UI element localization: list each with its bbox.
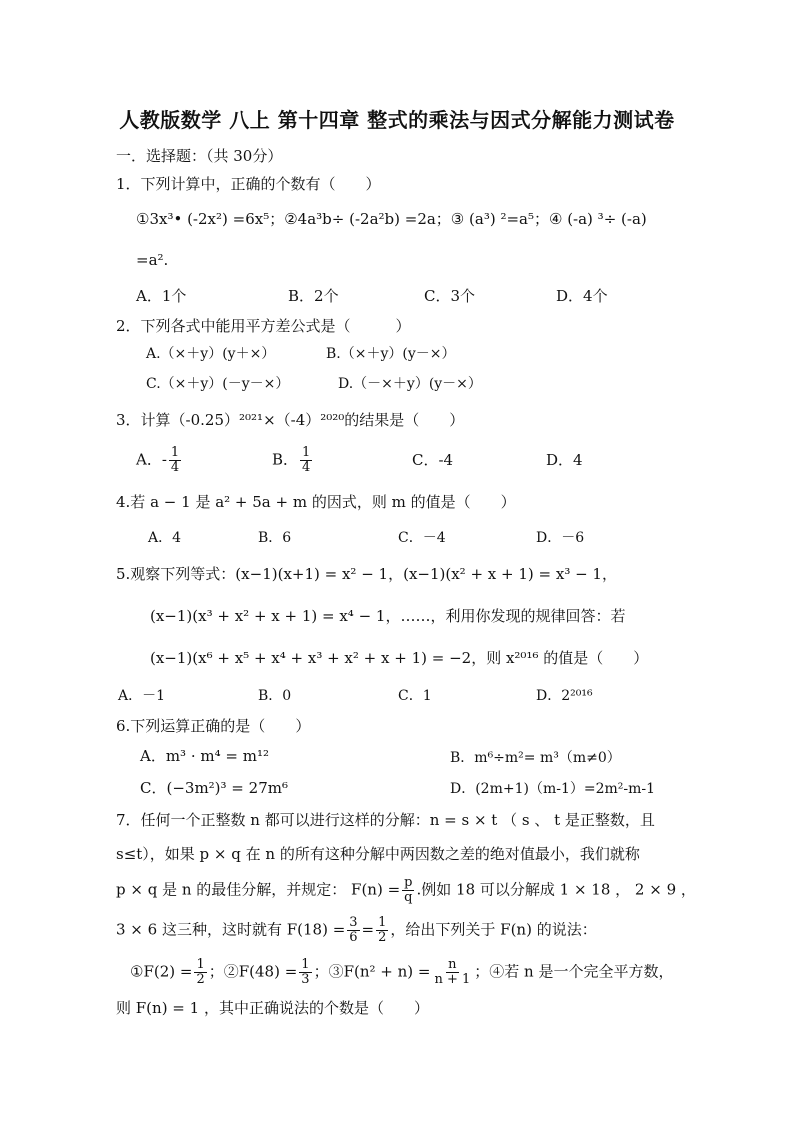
- q7-line5-fraction-1: [194, 958, 206, 987]
- q3-option-a-prefix: A．-: [136, 450, 167, 469]
- q5-option-d: D．2²⁰¹⁶: [536, 688, 593, 704]
- q1-option-b: B．2个: [288, 287, 339, 305]
- q3-option-b-numerator: 1: [302, 445, 311, 460]
- q7-line6: 则 F(n) = 1 ，其中正确说法的个数是（ ）: [116, 999, 429, 1017]
- q7-line4-numerator-2: 1: [378, 915, 387, 930]
- q1-line2: =a².: [136, 251, 169, 269]
- q3-option-a-denominator: 4: [170, 460, 180, 475]
- document-title: 人教版数学 八上 第十四章 整式的乘法与因式分解能力测试卷: [119, 108, 675, 132]
- q5-line2: (x−1)(x³ + x² + x + 1) = x⁴ − 1，……，利用你发现的规律回答：若: [150, 607, 626, 625]
- q4-option-c: C．－4: [398, 530, 446, 546]
- q7-line5-numerator-3: n: [448, 957, 457, 972]
- q7-line1: 7．任何一个正整数 n 都可以进行这样的分解：n = s × t （ s 、 t 是正整数，且: [116, 811, 655, 829]
- q5-option-a: A．－1: [118, 688, 166, 704]
- q7-line4-text-a: 3 × 6 这三种，这时就有 F(18) =: [116, 920, 346, 939]
- q1-stem: 1．下列计算中，正确的个数有（ ）: [116, 175, 381, 193]
- q6-option-b: B．m⁶÷m²= m³（m≠0）: [450, 750, 621, 766]
- section-heading: 一．选择题：（共 30分）: [116, 147, 283, 165]
- q5-option-b: B．0: [258, 688, 292, 704]
- q7-line4-equals: =: [361, 920, 375, 939]
- q7-line4-numerator-1: 3: [349, 915, 358, 930]
- q7-line3: [116, 876, 696, 905]
- q3-option-b-prefix: B．: [272, 450, 299, 469]
- q7-line4-text-b: ，给出下列关于 F(n) 的说法：: [390, 920, 597, 939]
- q4-option-d: D．－6: [536, 530, 585, 546]
- q4-option-b: B．6: [258, 530, 292, 546]
- q7-line5-numerator-1: 1: [196, 957, 205, 972]
- q5-line1: 5.观察下列等式：(x−1)(x+1) = x² − 1，(x−1)(x² + x + 1) = x³ − 1，: [116, 565, 617, 583]
- q3-option-a-numerator: 1: [170, 445, 180, 460]
- q7-line4-denominator-2: 2: [378, 930, 387, 945]
- q5-option-c: C．1: [398, 688, 432, 704]
- q7-line5-numerator-2: 1: [301, 957, 310, 972]
- q7-line5: [130, 958, 673, 987]
- q7-line5-fraction-3: [432, 958, 472, 987]
- q7-line5-text-d: ；④若 n 是一个完全平方数，: [474, 962, 674, 981]
- q7-line5-text-a: ①F(2) =: [130, 962, 193, 981]
- q7-line5-fraction-2: [299, 958, 311, 987]
- q7-line4-fraction-1: [347, 916, 359, 945]
- q6-option-c: C．(−3m²)³ = 27m⁶: [140, 779, 288, 797]
- q7-line5-denominator-1: 2: [196, 972, 205, 987]
- q7-line5-denominator-3: n + 1: [434, 972, 471, 987]
- q7-line2: s≤t），如果 p × q 在 n 的所有这种分解中两因数之差的绝对值最小，我们就称: [116, 845, 640, 863]
- q3-option-b-denominator: 4: [302, 460, 311, 475]
- q3-option-b: [272, 446, 314, 475]
- q4-option-a: A．4: [148, 530, 182, 546]
- q3-option-b-fraction: [300, 446, 312, 475]
- q3-option-a: [136, 446, 183, 475]
- q7-line3-denominator: q: [404, 890, 413, 905]
- q6-option-d: D．(2m+1)（m-1）=2m²-m-1: [450, 781, 656, 797]
- q3-option-d: D．4: [546, 451, 583, 469]
- q5-line3: (x−1)(x⁶ + x⁵ + x⁴ + x³ + x² + x + 1) = −2，则 x²⁰¹⁶ 的值是（ ）: [150, 649, 649, 667]
- q2-option-a: A.（×＋y）(y＋×）: [146, 346, 276, 362]
- q3-option-a-fraction: [169, 446, 181, 475]
- q7-line4: [116, 916, 597, 945]
- q3-option-c: C．-4: [412, 451, 454, 469]
- q7-line4-denominator-1: 6: [349, 930, 358, 945]
- q7-line3-fraction: [402, 876, 414, 905]
- q6-option-a: A．m³ · m⁴ = m¹²: [140, 747, 269, 765]
- q2-option-b: B.（×＋y）(y－×）: [326, 346, 456, 362]
- q1-line1: ①3x³• (-2x²) =6x⁵；②4a³b÷ (-2a²b) =2a；③ (a³) ²=a⁵；④ (-a) ³÷ (-a): [136, 210, 647, 228]
- q7-line3-text-b: .例如 18 可以分解成 1 × 18 ， 2 × 9 ，: [416, 880, 696, 899]
- q3-stem: 3．计算（-0.25）²⁰²¹×（-4）²⁰²⁰的结果是（ ）: [116, 411, 465, 429]
- q1-option-d: D．4个: [556, 287, 608, 305]
- q7-line5-denominator-2: 3: [301, 972, 310, 987]
- q7-line5-text-b: ；②F(48) =: [208, 962, 298, 981]
- q4-stem: 4.若 a − 1 是 a² + 5a + m 的因式，则 m 的值是（ ）: [116, 493, 516, 511]
- q2-option-c: C.（×＋y）(－y－×）: [146, 376, 290, 392]
- q7-line5-text-c: ；③F(n² + n) =: [313, 962, 431, 981]
- q6-stem: 6.下列运算正确的是（ ）: [116, 717, 311, 735]
- q1-option-a: A．1个: [136, 287, 187, 305]
- q7-line3-numerator: p: [404, 875, 413, 890]
- q7-line3-text-a: p × q 是 n 的最佳分解，并规定： F(n) =: [116, 880, 401, 899]
- q2-option-d: D.（－×＋y）(y－×）: [338, 376, 482, 392]
- q7-line4-fraction-2: [376, 916, 388, 945]
- q1-option-c: C．3个: [424, 287, 476, 305]
- q2-stem: 2．下列各式中能用平方差公式是（ ）: [116, 317, 411, 335]
